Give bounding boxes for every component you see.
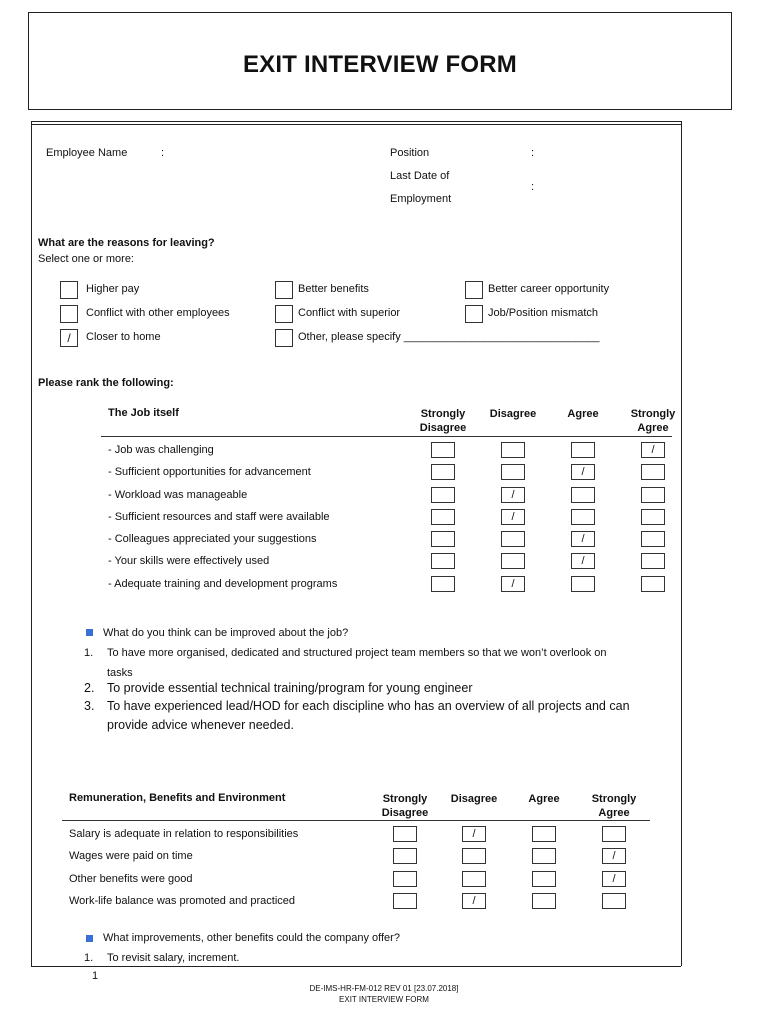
rem-header-rule bbox=[62, 820, 650, 821]
job-row-6-check-0[interactable] bbox=[431, 576, 455, 592]
rem-col-0-line2: Disagree bbox=[381, 807, 429, 819]
job-col-agree bbox=[553, 407, 613, 421]
rem-row-0-check-2[interactable] bbox=[532, 826, 556, 842]
reason-label-closer-home: Closer to home bbox=[86, 331, 161, 343]
job-row-3-check-3[interactable] bbox=[641, 509, 665, 525]
improve2-answer-1-line1: To revisit salary, increment. bbox=[107, 952, 240, 964]
improve-answer-2-line1: To provide essential technical training/program for young engineer bbox=[107, 681, 473, 695]
job-row-3-check-0[interactable] bbox=[431, 509, 455, 525]
job-row-0-check-3[interactable]: / bbox=[641, 442, 665, 458]
frame-border-left bbox=[31, 121, 32, 966]
job-row-5-check-0[interactable] bbox=[431, 553, 455, 569]
rem-row-1-check-0[interactable] bbox=[393, 848, 417, 864]
reason-checkbox-conflict-superior[interactable] bbox=[275, 305, 293, 323]
rem-col-3-line1: Strongly bbox=[591, 793, 637, 805]
rem-row-0-check-3[interactable] bbox=[602, 826, 626, 842]
page-number: 1 bbox=[92, 970, 99, 982]
rem-col-strongly-disagree bbox=[375, 792, 435, 820]
reason-label-better-benefits: Better benefits bbox=[298, 283, 369, 295]
job-row-5-check-3[interactable] bbox=[641, 553, 665, 569]
rem-row-1-check-1[interactable] bbox=[462, 848, 486, 864]
rem-row-1-check-2[interactable] bbox=[532, 848, 556, 864]
job-row-1-check-0[interactable] bbox=[431, 464, 455, 480]
job-row-6-check-1[interactable]: / bbox=[501, 576, 525, 592]
employee-name-colon: : bbox=[161, 147, 165, 159]
reason-label-conflict-employees: Conflict with other employees bbox=[86, 307, 230, 319]
job-row-0-check-2[interactable] bbox=[571, 442, 595, 458]
form-title: EXIT INTERVIEW FORM bbox=[242, 51, 518, 78]
job-row-1-check-1[interactable] bbox=[501, 464, 525, 480]
job-row-6-check-3[interactable] bbox=[641, 576, 665, 592]
improve-question: What do you think can be improved about the job? bbox=[103, 627, 349, 639]
job-row-0-check-1[interactable] bbox=[501, 442, 525, 458]
improve2-answer-1-num: 1. bbox=[84, 952, 94, 964]
reason-label-other: Other, please specify ________________________________ bbox=[298, 331, 600, 343]
rem-col-3-line2: Agree bbox=[598, 807, 630, 819]
job-row-3-check-1[interactable]: / bbox=[501, 509, 525, 525]
job-row-0-check-0[interactable] bbox=[431, 442, 455, 458]
improve-answer-3-num: 3. bbox=[84, 699, 95, 713]
remuneration-heading: Remuneration, Benefits and Environment bbox=[69, 792, 286, 804]
rem-row-label-1: Wages were paid on time bbox=[69, 850, 193, 862]
improve-answer-3-line2: provide advice whenever needed. bbox=[107, 718, 294, 732]
employee-name-label: Employee Name bbox=[46, 147, 128, 159]
job-row-2-check-1[interactable]: / bbox=[501, 487, 525, 503]
footer-code: DE-IMS-HR-FM-012 REV 01 [23.07.2018] bbox=[309, 984, 459, 993]
job-row-2-check-2[interactable] bbox=[571, 487, 595, 503]
last-date-label-line1: Last Date of bbox=[390, 170, 450, 182]
job-row-4-check-2[interactable]: / bbox=[571, 531, 595, 547]
job-col-2-line1: Agree bbox=[567, 408, 599, 420]
reason-checkbox-better-benefits[interactable] bbox=[275, 281, 293, 299]
job-row-label-2: - Workload was manageable bbox=[108, 489, 248, 501]
reason-label-conflict-superior: Conflict with superior bbox=[298, 307, 401, 319]
job-row-4-check-3[interactable] bbox=[641, 531, 665, 547]
frame-border-top-inner bbox=[31, 124, 681, 125]
reason-checkbox-other[interactable] bbox=[275, 329, 293, 347]
rem-row-3-check-2[interactable] bbox=[532, 893, 556, 909]
rem-row-1-check-3[interactable]: / bbox=[602, 848, 626, 864]
job-col-disagree bbox=[483, 407, 543, 421]
square-bullet-icon bbox=[86, 629, 93, 636]
job-row-label-0: - Job was challenging bbox=[108, 444, 214, 456]
reasons-subheading: Select one or more: bbox=[38, 253, 134, 265]
rem-row-label-2: Other benefits were good bbox=[69, 873, 193, 885]
improve2-question: What improvements, other benefits could the company offer? bbox=[103, 932, 400, 944]
job-row-3-check-2[interactable] bbox=[571, 509, 595, 525]
rem-row-3-check-1[interactable]: / bbox=[462, 893, 486, 909]
job-row-6-check-2[interactable] bbox=[571, 576, 595, 592]
rem-row-0-check-1[interactable]: / bbox=[462, 826, 486, 842]
rem-row-2-check-1[interactable] bbox=[462, 871, 486, 887]
last-date-label-line2: Employment bbox=[390, 193, 452, 205]
job-section-heading: The Job itself bbox=[108, 407, 179, 419]
job-row-2-check-0[interactable] bbox=[431, 487, 455, 503]
improve-answer-3-line1: To have experienced lead/HOD for each discipline who has an overview of all projects and can bbox=[107, 699, 630, 713]
title-box bbox=[28, 12, 732, 110]
position-colon: : bbox=[531, 147, 535, 159]
rem-row-3-check-0[interactable] bbox=[393, 893, 417, 909]
frame-border-right-lower bbox=[681, 215, 682, 966]
job-row-5-check-2[interactable]: / bbox=[571, 553, 595, 569]
rem-row-3-check-3[interactable] bbox=[602, 893, 626, 909]
rem-col-0-line1: Strongly bbox=[382, 793, 428, 805]
job-row-5-check-1[interactable] bbox=[501, 553, 525, 569]
reason-checkbox-higher-pay[interactable] bbox=[60, 281, 78, 299]
job-col-0-line1: Strongly bbox=[420, 408, 466, 420]
rem-col-1-line1: Disagree bbox=[450, 793, 498, 805]
improve-answer-1-line1: To have more organised, dedicated and structured project team members so that we won’t overlook on bbox=[107, 647, 607, 659]
job-col-strongly-agree bbox=[623, 407, 683, 435]
rem-col-strongly-agree bbox=[584, 792, 644, 820]
job-row-label-5: - Your skills were effectively used bbox=[108, 555, 270, 567]
job-row-label-6: - Adequate training and development programs bbox=[108, 578, 338, 590]
reason-label-job-mismatch: Job/Position mismatch bbox=[488, 307, 599, 319]
reason-checkbox-job-mismatch[interactable] bbox=[465, 305, 483, 323]
rem-col-2-line1: Agree bbox=[528, 793, 560, 805]
reason-checkbox-closer-home[interactable]: / bbox=[60, 329, 78, 347]
job-col-3-line2: Agree bbox=[637, 422, 669, 434]
rem-row-2-check-3[interactable]: / bbox=[602, 871, 626, 887]
last-date-colon: : bbox=[531, 181, 535, 193]
reason-checkbox-better-career[interactable] bbox=[465, 281, 483, 299]
rem-col-disagree bbox=[444, 792, 504, 806]
job-row-label-4: - Colleagues appreciated your suggestions bbox=[108, 533, 317, 545]
rem-row-label-3: Work-life balance was promoted and practiced bbox=[69, 895, 296, 907]
job-col-3-line1: Strongly bbox=[630, 408, 676, 420]
rem-row-0-check-0[interactable] bbox=[393, 826, 417, 842]
frame-border-top bbox=[31, 121, 681, 122]
reasons-heading: What are the reasons for leaving? bbox=[38, 237, 215, 249]
reason-checkbox-conflict-employees[interactable] bbox=[60, 305, 78, 323]
rank-heading: Please rank the following: bbox=[38, 377, 174, 389]
job-col-strongly-disagree bbox=[413, 407, 473, 435]
rem-row-2-check-0[interactable] bbox=[393, 871, 417, 887]
frame-border-bottom bbox=[31, 966, 681, 967]
job-header-rule bbox=[101, 436, 672, 437]
job-row-label-3: - Sufficient resources and staff were available bbox=[108, 511, 330, 523]
position-label: Position bbox=[390, 147, 430, 159]
job-row-4-check-0[interactable] bbox=[431, 531, 455, 547]
job-row-label-1: - Sufficient opportunities for advancement bbox=[108, 466, 311, 478]
square-bullet-icon-2 bbox=[86, 935, 93, 942]
job-row-1-check-3[interactable] bbox=[641, 464, 665, 480]
reason-label-higher-pay: Higher pay bbox=[86, 283, 140, 295]
job-row-2-check-3[interactable] bbox=[641, 487, 665, 503]
rem-row-2-check-2[interactable] bbox=[532, 871, 556, 887]
job-col-1-line1: Disagree bbox=[489, 408, 537, 420]
rem-col-agree bbox=[514, 792, 574, 806]
job-row-4-check-1[interactable] bbox=[501, 531, 525, 547]
improve-answer-1-num: 1. bbox=[84, 647, 94, 659]
reason-label-better-career: Better career opportunity bbox=[488, 283, 610, 295]
improve-answer-1-line2: tasks bbox=[107, 667, 133, 679]
frame-border-right bbox=[681, 121, 682, 215]
footer-name: EXIT INTERVIEW FORM bbox=[339, 995, 429, 1004]
job-col-0-line2: Disagree bbox=[419, 422, 467, 434]
rem-row-label-0: Salary is adequate in relation to responsibilities bbox=[69, 828, 299, 840]
job-row-1-check-2[interactable]: / bbox=[571, 464, 595, 480]
improve-answer-2-num: 2. bbox=[84, 681, 95, 695]
